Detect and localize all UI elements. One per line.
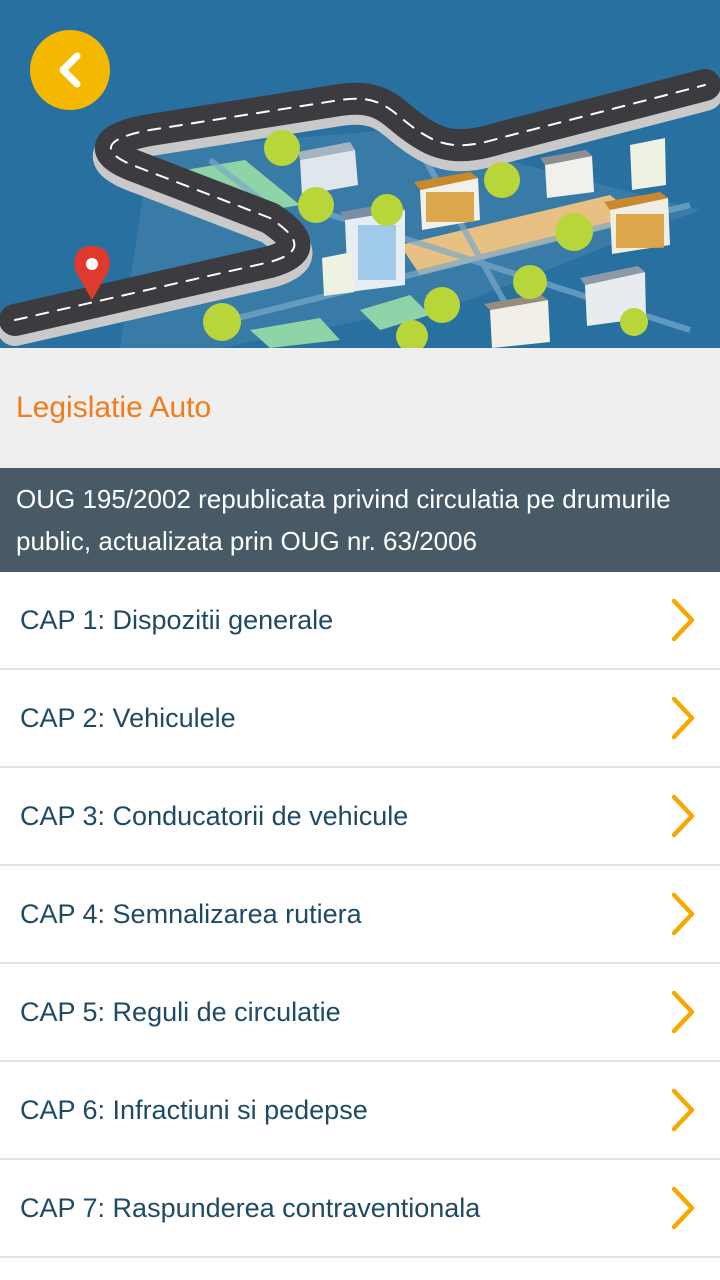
list-item[interactable]	[0, 1160, 720, 1258]
chevron-right-icon	[668, 792, 698, 840]
back-button[interactable]	[30, 30, 110, 110]
city-road-map-illustration	[0, 0, 720, 348]
chapter-label: CAP 3: Conducatorii de vehicule	[20, 800, 409, 831]
chapter-label: CAP 5: Reguli de circulatie	[20, 996, 341, 1027]
chapter-label: CAP 1: Dispozitii generale	[20, 604, 334, 635]
chevron-right-icon	[668, 890, 698, 938]
list-item[interactable]	[0, 1062, 720, 1160]
chapter-label: CAP 7: Raspunderea contraventionala	[20, 1192, 481, 1223]
chapter-label: CAP 2: Vehiculele	[20, 702, 236, 733]
header-illustration	[0, 0, 720, 348]
list-item[interactable]	[0, 768, 720, 866]
chapter-list	[0, 572, 720, 1258]
chevron-left-icon	[53, 50, 87, 90]
chevron-right-icon	[668, 596, 698, 644]
law-description	[0, 468, 720, 572]
chapter-label: CAP 6: Infractiuni si pedepse	[20, 1094, 368, 1125]
chevron-right-icon	[668, 988, 698, 1036]
list-item[interactable]	[0, 572, 720, 670]
list-item[interactable]	[0, 670, 720, 768]
chevron-right-icon	[668, 1086, 698, 1134]
law-description-text: OUG 195/2002 republicata privind circulatia pe drumurile public, actualizata prin OUG nr. 63/2006	[16, 484, 671, 556]
chevron-right-icon	[668, 694, 698, 742]
list-item[interactable]	[0, 866, 720, 964]
list-item[interactable]	[0, 964, 720, 1062]
page-title-bar	[0, 348, 720, 468]
chevron-right-icon	[668, 1184, 698, 1232]
chapter-label: CAP 4: Semnalizarea rutiera	[20, 898, 362, 929]
page-title: Legislatie Auto	[16, 391, 212, 424]
